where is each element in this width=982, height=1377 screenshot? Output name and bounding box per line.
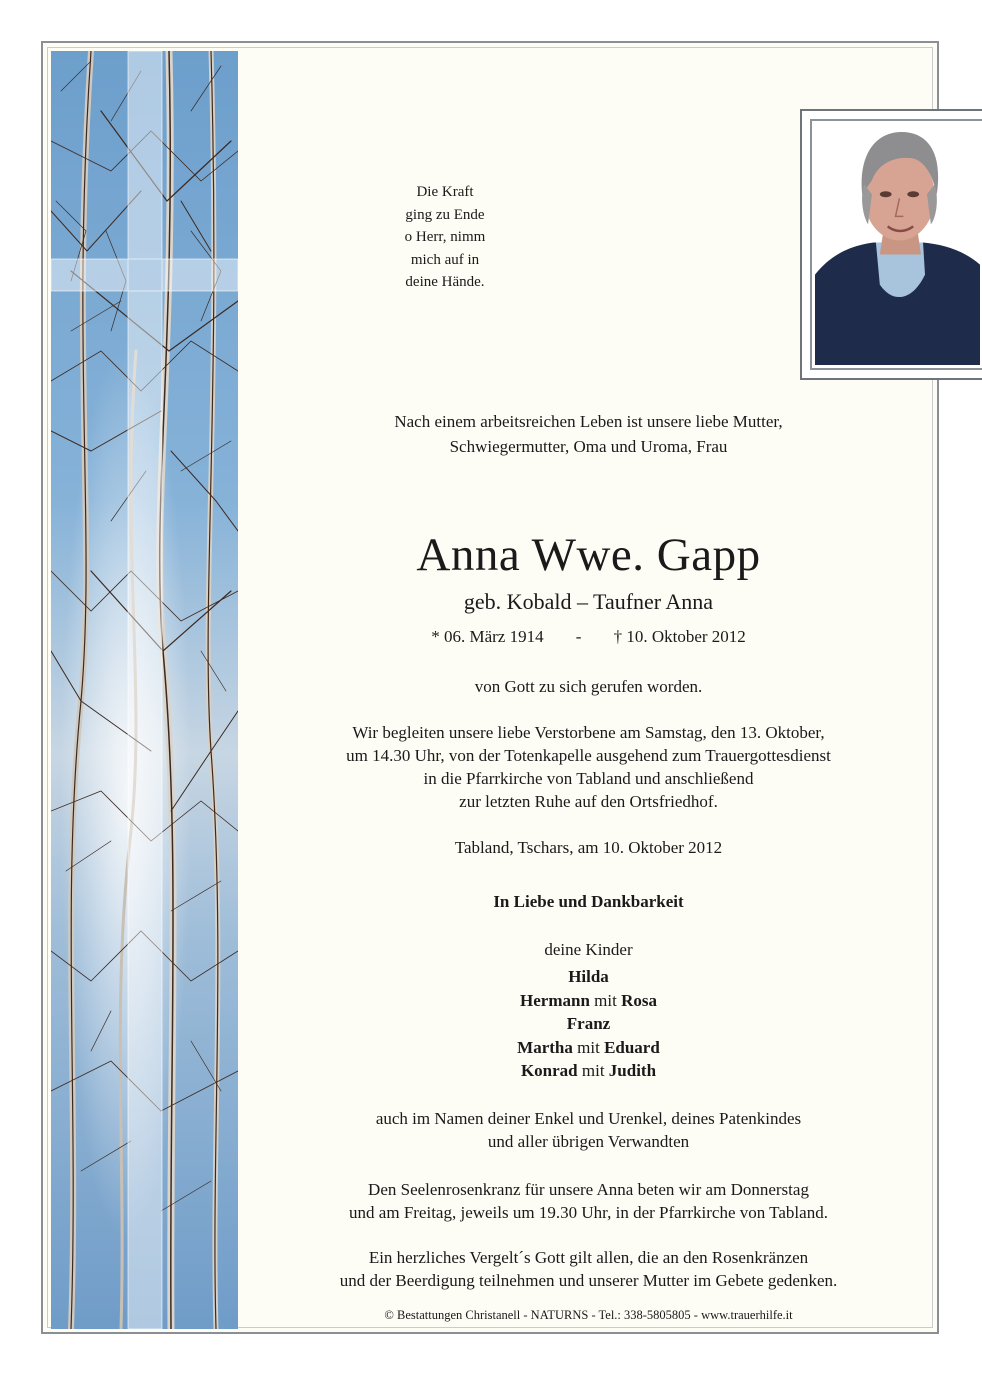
obituary-card [41, 41, 939, 1334]
portrait-icon [815, 124, 980, 365]
thanks-text: Ein herzliches Vergelt´s Gott gilt allen, die an den Rosenkränzen und der Beerdigung teilnehmen und unserer Mutter im Gebete gedenken. [339, 1248, 838, 1290]
called-text: von Gott zu sich gerufen worden. [474, 677, 703, 696]
list-item: Martha mit Eduard [517, 1037, 660, 1057]
quote-text: Die Kraft ging zu Ende o Herr, nimm mich auf in deine Hände. [404, 184, 486, 290]
list-item: Hermann mit Rosa [520, 990, 657, 1010]
life-dates [240, 625, 937, 649]
place-date: Tabland, Tschars, am 10. Oktober 2012 [454, 838, 723, 857]
portrait-photo [800, 109, 982, 380]
kids-title: deine Kinder [544, 940, 633, 959]
love-heading: In Liebe und Dankbarkeit [493, 892, 684, 911]
side-image-trees-cross [51, 51, 238, 1329]
funeral-text: Wir begleiten unsere liebe Verstorbene am Samstag, den 13. Oktober, um 14.30 Uhr, von der Totenkapelle ausgehend zum Trauergottesdienst in die Pfarrkirche von Tabland und anschließend zur letzten Ruhe auf den Ortsfriedhof. [346, 723, 831, 811]
birth-name: geb. Kobald – Taufner Anna [463, 589, 714, 614]
list-item: Konrad mit Judith [520, 1061, 657, 1080]
deceased-name: Anna Wwe. Gapp [416, 529, 761, 581]
footer-credit: © Bestattungen Christanell - NATURNS - Tel.: 338-5805805 - www.trauerhilfe.it [384, 1308, 793, 1322]
tree-cross-icon [51, 51, 238, 1329]
intro-text: Nach einem arbeitsreichen Leben ist unsere liebe Mutter, Schwiegermutter, Oma und Uroma, Frau [394, 412, 783, 456]
kids-list [240, 965, 937, 1083]
list-item: Franz [566, 1014, 611, 1033]
main-content [240, 43, 937, 1332]
also-text: auch im Namen deiner Enkel und Urenkel, deines Patenkindes und aller übrigen Verwandten [375, 1109, 802, 1151]
birth-date: * 06. März 1914 [431, 627, 544, 646]
date-separator: - [575, 627, 582, 646]
rosary-text: Den Seelenrosenkranz für unsere Anna beten wir am Donnerstag und am Freitag, jeweils um 19.30 Uhr, in der Pfarrkirche von Tabland. [349, 1180, 828, 1222]
list-item: Hilda [568, 967, 609, 986]
death-date: † 10. Oktober 2012 [613, 627, 746, 646]
